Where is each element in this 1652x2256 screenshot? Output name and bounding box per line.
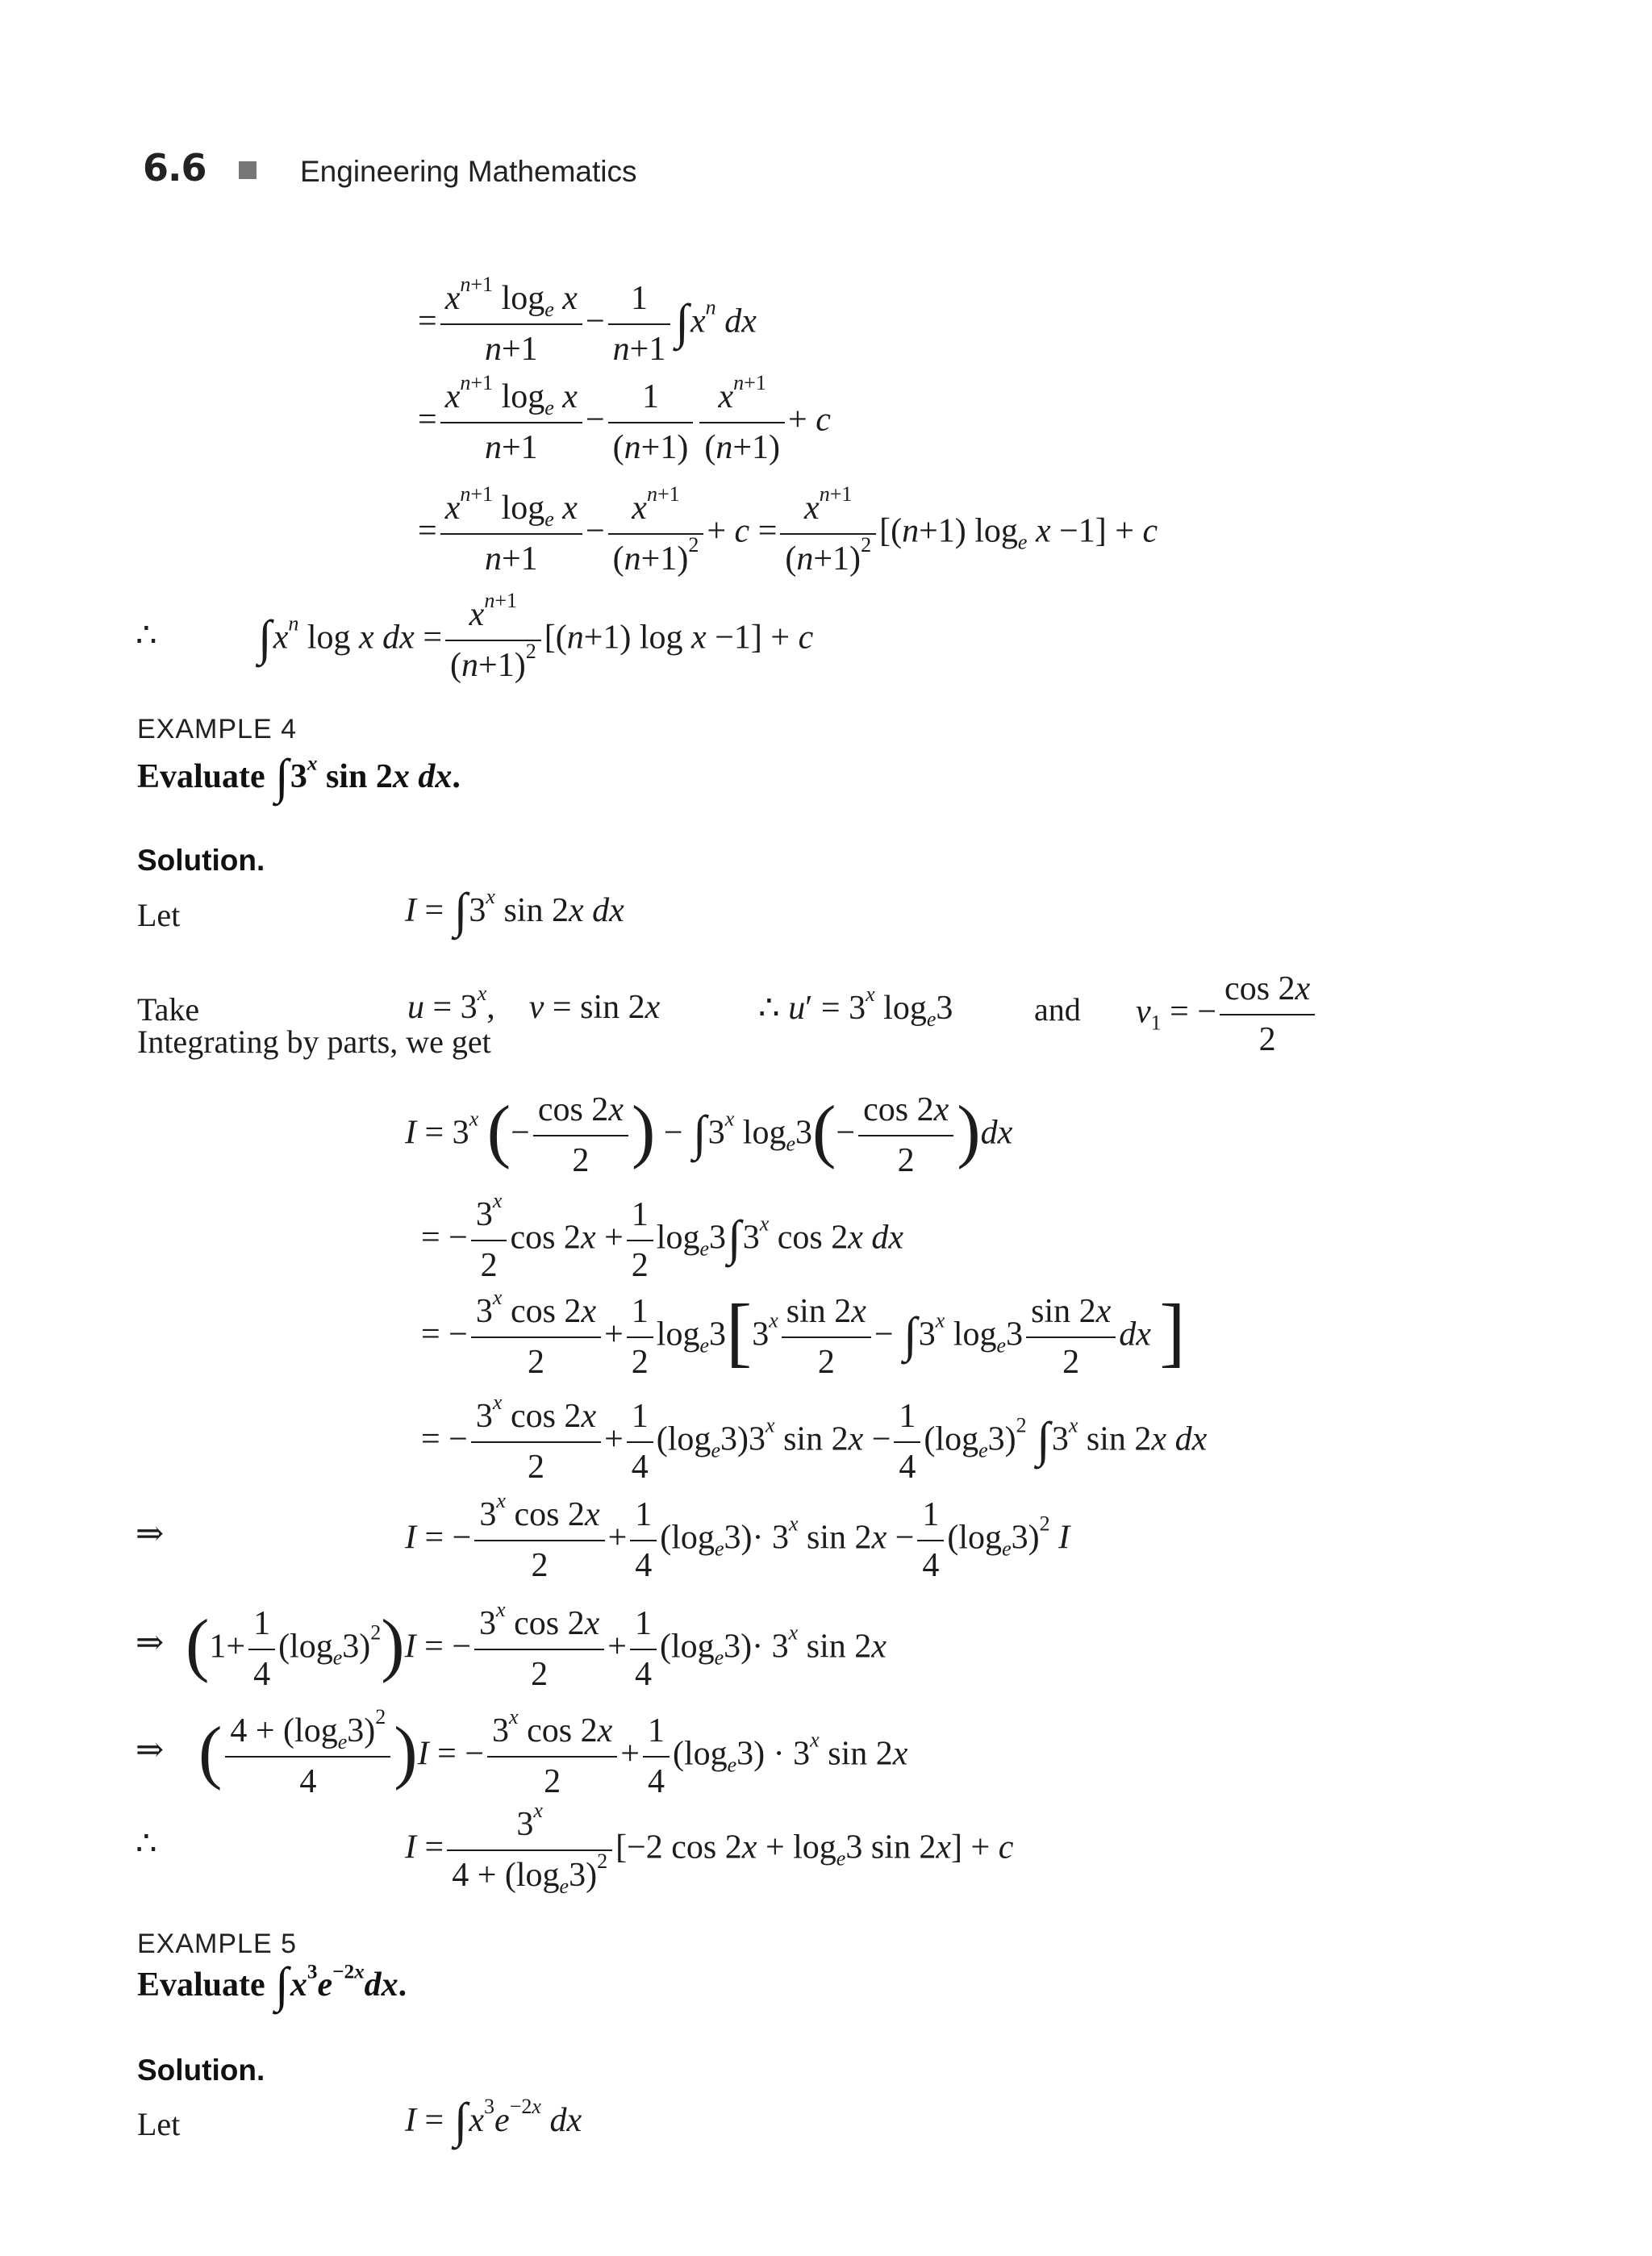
eq-line-2: = $\frac{x^{n+1} \log_e x}{n+1}$ − $\frac{1}{(n+1)}$ $\frac{x^{n+1}}{(n+1)}$ + c bbox=[418, 370, 831, 466]
evaluate-word: Evaluate bbox=[137, 1966, 265, 2004]
eq-line-3: = $\frac{x^{n+1} \log_e x}{n+1}$ − $\frac{x^{n+1}}{(n+1)^2}$ + c = $\frac{x^{n+1}}{(n+1)^2}$ [(n+1) $\log_e x -1] + c$ bbox=[418, 482, 1158, 578]
example-4-question: Evaluate ∫3$^x$ sin 2x dx. bbox=[137, 750, 461, 805]
page-number: 6.6 bbox=[143, 146, 206, 190]
eq-ex4-step6: (1+ $\frac{1}{4}$ $(\log_e3)^2)I$ = − $\frac{3^x \cos 2x}{2}$ + $\frac{1}{4}$ $(\log_e3)\cdot 3^x$ sin 2x bbox=[186, 1597, 886, 1693]
example-4-label: EXAMPLE 4 bbox=[137, 714, 297, 744]
eq-v1: $v_1$ = − $\frac{\cos 2x}{2}$ bbox=[1136, 965, 1318, 1065]
therefore-symbol-1: ∴ bbox=[136, 615, 157, 654]
eq-ex5-def: $I = \int x^3e^{-2x}$ dx bbox=[405, 2094, 582, 2149]
eq-ex4-step4: = − $\frac{3^x \cos 2x}{2}$ + $\frac{1}{4}$ $(\log_e3)3^x$ sin 2x − $\frac{1}{4}$ $(\log_e3)^2$ ∫3$^x$ sin 2x dx bbox=[421, 1390, 1208, 1486]
evaluate-word: Evaluate bbox=[137, 758, 265, 795]
let-label-5: Let bbox=[137, 2106, 181, 2142]
book-title: Engineering Mathematics bbox=[300, 155, 637, 188]
eq-uv: $u = 3^x$, v = sin 2x bbox=[407, 981, 661, 1026]
eq-result-1: $\int x^n$ log x dx = $\frac{x^{n+1}}{(n+1)^2}$ [(n+1) log x −1] + c bbox=[258, 588, 814, 684]
and-word: and bbox=[1034, 991, 1081, 1028]
eq-ex4-result: I = $\frac{3^x}{4 + (\log_e3)^2}$ [−2 $\cos 2x + \log_e3$ sin 2x] + c bbox=[405, 1798, 1014, 1898]
implies-symbol-2: ⇒ bbox=[136, 1622, 165, 1662]
eq-ex4-step7: ( $\frac{4 + (\log_e3)^2}{4}$ )I = − $\frac{3^x \cos 2x}{2}$ + $\frac{1}{4}$ $(\log_e3) \cdot 3^x$ sin 2x bbox=[198, 1704, 908, 1800]
eq-ex4-def: $I = \int 3^x$ sin 2x dx bbox=[405, 884, 624, 939]
let-label-4: Let bbox=[137, 897, 181, 933]
implies-symbol-3: ⇒ bbox=[136, 1729, 165, 1769]
solution-label-4: Solution. bbox=[137, 844, 265, 877]
example-5-label: EXAMPLE 5 bbox=[137, 1929, 297, 1959]
solution-label-5: Solution. bbox=[137, 2054, 265, 2087]
take-label: Take bbox=[137, 991, 200, 1028]
header-square-icon bbox=[239, 161, 257, 179]
therefore-symbol-2: ∴ bbox=[136, 1823, 157, 1862]
eq-uprime: ∴ $u' = 3^x$ $\log_e3$ bbox=[758, 982, 953, 1032]
eq-ex4-step5: I = − $\frac{3^x \cos 2x}{2}$ + $\frac{1}{4}$ $(\log_e3)\cdot 3^x$ sin 2x − $\frac{1}{4}$ $(\log_e3)^2$ I bbox=[405, 1488, 1070, 1584]
eq-ex4-step3: = − $\frac{3^x \cos 2x}{2}$ + $\frac{1}{2}$ $\log_e3[3^x$ $\frac{\sin 2x}{2}$ − $\int 3^x$ $\log_e3$ $\frac{\sin 2x}{2}$ dx ] bbox=[421, 1285, 1186, 1381]
eq-line-1: = $\frac{x^{n+1} \log_e x}{n+1}$ − $\frac{1}{n+1}$ $\int x^n$ dx bbox=[418, 272, 757, 368]
example-5-question: Evaluate $\int x^3e^{-2x}dx$. bbox=[137, 1958, 407, 2013]
implies-symbol-1: ⇒ bbox=[136, 1513, 165, 1553]
eq-ex4-step2: = − $\frac{3^x}{2}$ cos 2x + $\frac{1}{2}$ $\log_e3\int 3^x$ cos 2x dx bbox=[421, 1188, 904, 1284]
eq-ex4-step1: $I = 3^x$ (− $\frac{\cos 2x}{2}$ ) − $\int 3^x$ $\log_e3(-$ $\frac{\cos 2x}{2}$ )dx bbox=[405, 1086, 1012, 1186]
integrating-by-parts-text: Integrating by parts, we get bbox=[137, 1024, 491, 1060]
